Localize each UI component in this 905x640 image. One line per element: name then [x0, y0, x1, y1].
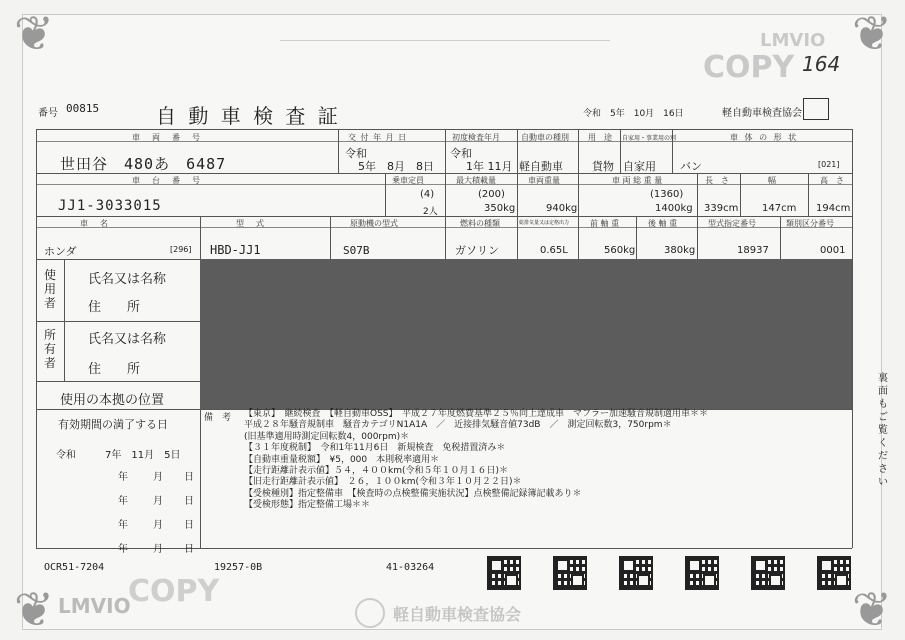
remarks-line: 【旧走行距離計表示値】 ２６，１００km(令和３年１０月２２日)＊ — [244, 477, 522, 488]
year-mark: 年 — [118, 544, 128, 555]
table-border — [36, 129, 852, 130]
table-divider — [36, 381, 200, 382]
table-border — [852, 129, 853, 548]
private-label: 自家用・事業用の別 — [622, 135, 677, 142]
ornament-icon: ❦ — [13, 582, 55, 638]
table-divider — [64, 259, 65, 381]
document-title: 自 動 車 検 査 証 — [156, 104, 341, 128]
number-value: 00815 — [66, 102, 100, 115]
table-border — [36, 129, 37, 548]
remarks-line: 【走行距離計表示値】５４，４００km(令和５年１０月１６日)＊ — [244, 466, 509, 477]
table-divider — [636, 216, 637, 259]
engine-value: S07B — [343, 244, 370, 257]
capacity-value: 2人 — [423, 207, 438, 217]
type-number-value: 18937 — [737, 245, 769, 256]
owner-name-label: 氏名又は名称 — [88, 332, 167, 347]
table-divider — [808, 173, 809, 216]
gross-weight-label: 車 両 総 重 量 — [612, 176, 663, 185]
table-divider — [338, 129, 339, 173]
footer-code-1: OCR51-7204 — [44, 562, 105, 573]
table-divider — [445, 173, 446, 216]
table-divider — [780, 216, 781, 259]
max-load-value: 350kg — [484, 203, 516, 214]
table-divider — [330, 216, 331, 259]
watermark-brand-bottom: LMVIO — [58, 594, 131, 618]
qr-code-icon — [553, 556, 587, 590]
month-mark: 月 — [153, 544, 163, 555]
first-reg-label: 初度検査年月 — [452, 133, 500, 142]
remarks-line: 【受検形態】指定整備工場＊＊ — [244, 500, 371, 511]
expiry-era: 令和 — [56, 450, 76, 461]
issue-date-header: 令和 5年 10月 16日 — [583, 109, 684, 119]
remarks-line: 平成２８年騒音規制車 騒音カテゴリN1A1A ／ 近接排気騒音値73dB ／ 測定回転数3，750rpm＊ — [244, 420, 672, 431]
remarks-block — [244, 409, 708, 512]
fuel-value: ガソリン — [455, 244, 499, 257]
maker-code: [296] — [170, 245, 192, 254]
table-divider — [385, 173, 386, 216]
issuer-stamp-icon — [803, 98, 829, 120]
watermark-issuer-bottom: 軽自動車検査協会 — [393, 605, 522, 624]
gross-weight-value: 1400kg — [655, 203, 693, 214]
width-value: 147cm — [762, 203, 797, 214]
rear-axle-label: 後 軸 重 — [648, 219, 678, 228]
table-divider — [697, 173, 698, 216]
capacity-top: (4) — [420, 189, 435, 200]
day-mark: 日 — [184, 496, 194, 507]
base-location-label: 使用の本拠の位置 — [60, 393, 165, 408]
chassis-value: JJ1-3033015 — [58, 198, 162, 214]
table-divider — [36, 216, 852, 217]
year-mark: 年 — [118, 472, 128, 483]
user-label: 使用者 — [44, 268, 57, 310]
width-label: 幅 — [768, 176, 776, 185]
table-divider — [578, 129, 579, 173]
issuer-name: 軽自動車検査協会 — [722, 108, 802, 119]
table-divider — [445, 216, 446, 259]
table-divider — [740, 173, 741, 216]
seal-icon — [355, 598, 385, 628]
user-name-label: 氏名又は名称 — [88, 272, 167, 287]
table-divider — [697, 216, 698, 259]
copy-number: 164 — [802, 52, 841, 76]
day-mark: 日 — [184, 544, 194, 555]
day-mark: 日 — [184, 520, 194, 531]
engine-label: 原動機の型式 — [350, 219, 398, 228]
class-number-value: 0001 — [820, 245, 846, 256]
issue-era: 令和 — [345, 147, 367, 160]
max-load-top: (200) — [478, 189, 505, 200]
month-mark: 月 — [153, 496, 163, 507]
shape-code: [021] — [818, 160, 840, 169]
maker-value: ホンダ — [44, 245, 77, 258]
length-label: 長 さ — [705, 176, 729, 185]
table-divider — [200, 216, 201, 259]
table-divider — [620, 129, 621, 173]
month-mark: 月 — [153, 472, 163, 483]
expiry-label: 有効期間の満了する日 — [58, 418, 168, 431]
table-divider — [517, 173, 518, 216]
redacted-block — [200, 259, 852, 409]
maker-label: 車 名 — [80, 219, 110, 228]
remarks-line: 【受検種別】指定整備車 【検査時の点検整備実施状況】点検整備記録簿記載あり＊ — [244, 488, 582, 499]
use-label: 用 途 — [588, 133, 612, 142]
number-label: 番号 — [38, 108, 58, 119]
remarks-line: 【自動車重量税額】 ¥5，000 本則税率適用＊ — [244, 454, 440, 465]
top-decorative-band — [280, 14, 610, 41]
length-value: 339cm — [704, 203, 739, 214]
footer-code-3: 41-03264 — [386, 562, 435, 573]
qr-code-icon — [619, 556, 653, 590]
kind-label: 自動車の種別 — [521, 133, 569, 142]
fuel-label: 燃料の種類 — [460, 219, 500, 228]
gross-weight-top: (1360) — [650, 189, 684, 200]
qr-code-icon — [751, 556, 785, 590]
month-mark: 月 — [153, 520, 163, 531]
private-value: 自家用 — [623, 160, 656, 173]
expiry-date: 7年 11月 5日 — [105, 450, 181, 461]
max-load-label: 最大積載量 — [456, 176, 496, 185]
issue-date-label: 交 付 年 月 日 — [348, 133, 408, 142]
front-axle-label: 前 軸 重 — [590, 219, 620, 228]
ornament-icon: ❦ — [851, 582, 893, 638]
table-divider — [578, 216, 579, 259]
ornament-icon: ❦ — [851, 6, 893, 62]
type-number-label: 型式指定番号 — [708, 219, 756, 228]
table-divider — [517, 129, 518, 173]
table-divider — [578, 173, 579, 216]
height-value: 194cm — [816, 203, 851, 214]
class-number-label: 類別区分番号 — [786, 219, 834, 228]
owner-label: 所有者 — [44, 328, 57, 370]
year-mark: 年 — [118, 496, 128, 507]
weight-value: 940kg — [546, 203, 578, 214]
weight-label: 車両重量 — [528, 176, 560, 185]
chassis-label: 車 台 番 号 — [132, 176, 202, 185]
issue-date: 5年 8月 8日 — [358, 160, 434, 173]
displacement-label: 総排気量又は定格出力 — [519, 220, 570, 226]
displacement-value: 0.65L — [540, 245, 568, 256]
remarks-line: 【３１年度税制】 令和1年11月6日 新規検査 免税措置済み＊ — [244, 443, 506, 454]
remarks-line: (旧基準適用時測定回転数4，000rpm)＊ — [244, 431, 410, 442]
height-label: 高 さ — [820, 176, 844, 185]
first-reg-era: 令和 — [450, 147, 472, 160]
day-mark: 日 — [184, 472, 194, 483]
kind-value: 軽自動車 — [519, 160, 563, 173]
watermark-brand-top: LMVIO — [760, 30, 826, 51]
front-axle-value: 560kg — [604, 245, 636, 256]
watermark-copy-bottom: COPY — [128, 574, 220, 609]
watermark-copy-top: COPY — [703, 50, 795, 85]
ornament-icon: ❦ — [13, 6, 55, 62]
table-divider — [200, 409, 201, 548]
first-reg-date: 1年 11月 — [466, 160, 513, 173]
shape-label: 車 体 の 形 状 — [730, 133, 799, 142]
shape-value: バン — [680, 160, 702, 173]
year-mark: 年 — [118, 520, 128, 531]
table-divider — [36, 321, 200, 322]
qr-code-icon — [487, 556, 521, 590]
qr-code-icon — [817, 556, 851, 590]
table-divider — [445, 129, 446, 173]
rear-axle-value: 380kg — [664, 245, 696, 256]
capacity-label: 乗車定員 — [392, 176, 424, 185]
table-divider — [517, 216, 518, 259]
model-label: 型 式 — [236, 219, 266, 228]
footer-code-2: 19257-0B — [214, 562, 263, 573]
qr-code-icon — [685, 556, 719, 590]
use-value: 貨物 — [592, 160, 614, 173]
owner-address-label: 住 所 — [88, 362, 141, 377]
side-note: 裏面もご覧ください — [878, 373, 888, 488]
remarks-label: 備 考 — [204, 413, 232, 423]
plate-value: 世田谷 480あ 6487 — [60, 155, 227, 173]
model-value: HBD-JJ1 — [210, 243, 261, 257]
remarks-line: 【東京】 継続検査 【軽自動車OSS】 平成２７年度燃費基準２５％向上達成車 マフラー加速騒音規制適用車＊＊ — [244, 409, 709, 419]
plate-label: 車 両 番 号 — [132, 133, 202, 142]
user-address-label: 住 所 — [88, 300, 141, 315]
